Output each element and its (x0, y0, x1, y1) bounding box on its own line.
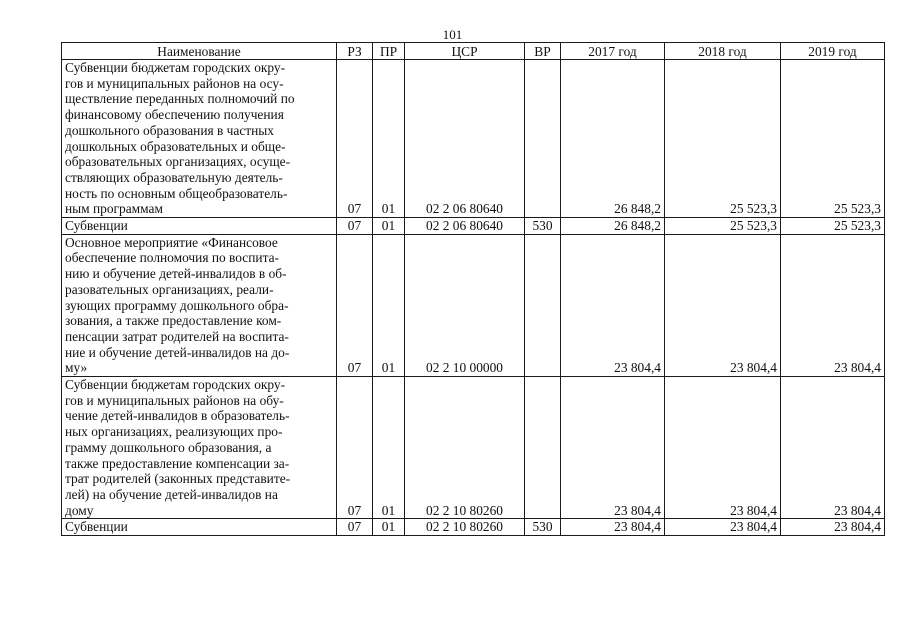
row-pr: 01 (373, 218, 405, 235)
row-2019: 23 804,4 (781, 519, 885, 536)
header-rz: РЗ (337, 43, 373, 60)
row-2019: 23 804,4 (781, 234, 885, 376)
row-pr: 01 (373, 234, 405, 376)
row-rz: 07 (337, 60, 373, 218)
row-vr (525, 60, 561, 218)
row-name: Субвенции бюджетам городских окру- гов и муниципальных районов на обу- чение детей-инвалидов в образователь- ных организациях, реализующих про- грамму дошкольного образования, а также предоставление компенсации за- трат родителей (законных представите- лей) на обучение детей-инвалидов на дому (62, 377, 337, 519)
table-row (62, 234, 885, 376)
header-vr: ВР (525, 43, 561, 60)
row-vr: 530 (525, 519, 561, 536)
row-2018: 25 523,3 (665, 218, 781, 235)
row-2018: 23 804,4 (665, 519, 781, 536)
header-csr: ЦСР (405, 43, 525, 60)
row-csr: 02 2 10 80260 (405, 377, 525, 519)
row-rz: 07 (337, 519, 373, 536)
row-rz: 07 (337, 234, 373, 376)
row-name: Субвенции бюджетам городских окру- гов и муниципальных районов на осу- ществление переданных полномочий по финансовому обеспечению получения дошкольного образования в частных дошкольных образовательных и обще- образовательных организациях, осуще- ствляющих образовательную деятель- ность по основным общеобразователь- ным программам (62, 60, 337, 218)
row-name: Субвенции (62, 218, 337, 235)
row-csr: 02 2 10 00000 (405, 234, 525, 376)
row-2018: 25 523,3 (665, 60, 781, 218)
row-2019: 25 523,3 (781, 218, 885, 235)
row-2019: 25 523,3 (781, 60, 885, 218)
row-pr: 01 (373, 60, 405, 218)
row-csr: 02 2 06 80640 (405, 60, 525, 218)
header-pr: ПР (373, 43, 405, 60)
header-2019: 2019 год (781, 43, 885, 60)
row-2017: 26 848,2 (561, 60, 665, 218)
budget-table (61, 42, 885, 536)
table-row (62, 60, 885, 218)
row-2017: 23 804,4 (561, 519, 665, 536)
header-name: Наименование (62, 43, 337, 60)
row-pr: 01 (373, 519, 405, 536)
row-rz: 07 (337, 218, 373, 235)
header-2017: 2017 год (561, 43, 665, 60)
table-header-row (62, 43, 885, 60)
table-row (62, 218, 885, 235)
row-rz: 07 (337, 377, 373, 519)
row-csr: 02 2 06 80640 (405, 218, 525, 235)
row-2018: 23 804,4 (665, 377, 781, 519)
page-number: 101 (442, 27, 463, 42)
row-name: Субвенции (62, 519, 337, 536)
row-2017: 26 848,2 (561, 218, 665, 235)
header-2018: 2018 год (665, 43, 781, 60)
row-2019: 23 804,4 (781, 377, 885, 519)
row-csr: 02 2 10 80260 (405, 519, 525, 536)
row-name: Основное мероприятие «Финансовое обеспечение полномочия по воспита- нию и обучение детей-инвалидов в об- разовательных организациях, реали- зующих программу дошкольного обра- зования, а также предоставление ком- пенсации затрат родителей на воспита- ние и обучение детей-инвалидов на до- му» (62, 234, 337, 376)
row-vr: 530 (525, 218, 561, 235)
row-2018: 23 804,4 (665, 234, 781, 376)
row-2017: 23 804,4 (561, 377, 665, 519)
table-row (62, 519, 885, 536)
row-2017: 23 804,4 (561, 234, 665, 376)
row-pr: 01 (373, 377, 405, 519)
row-vr (525, 234, 561, 376)
table-row (62, 377, 885, 519)
row-vr (525, 377, 561, 519)
